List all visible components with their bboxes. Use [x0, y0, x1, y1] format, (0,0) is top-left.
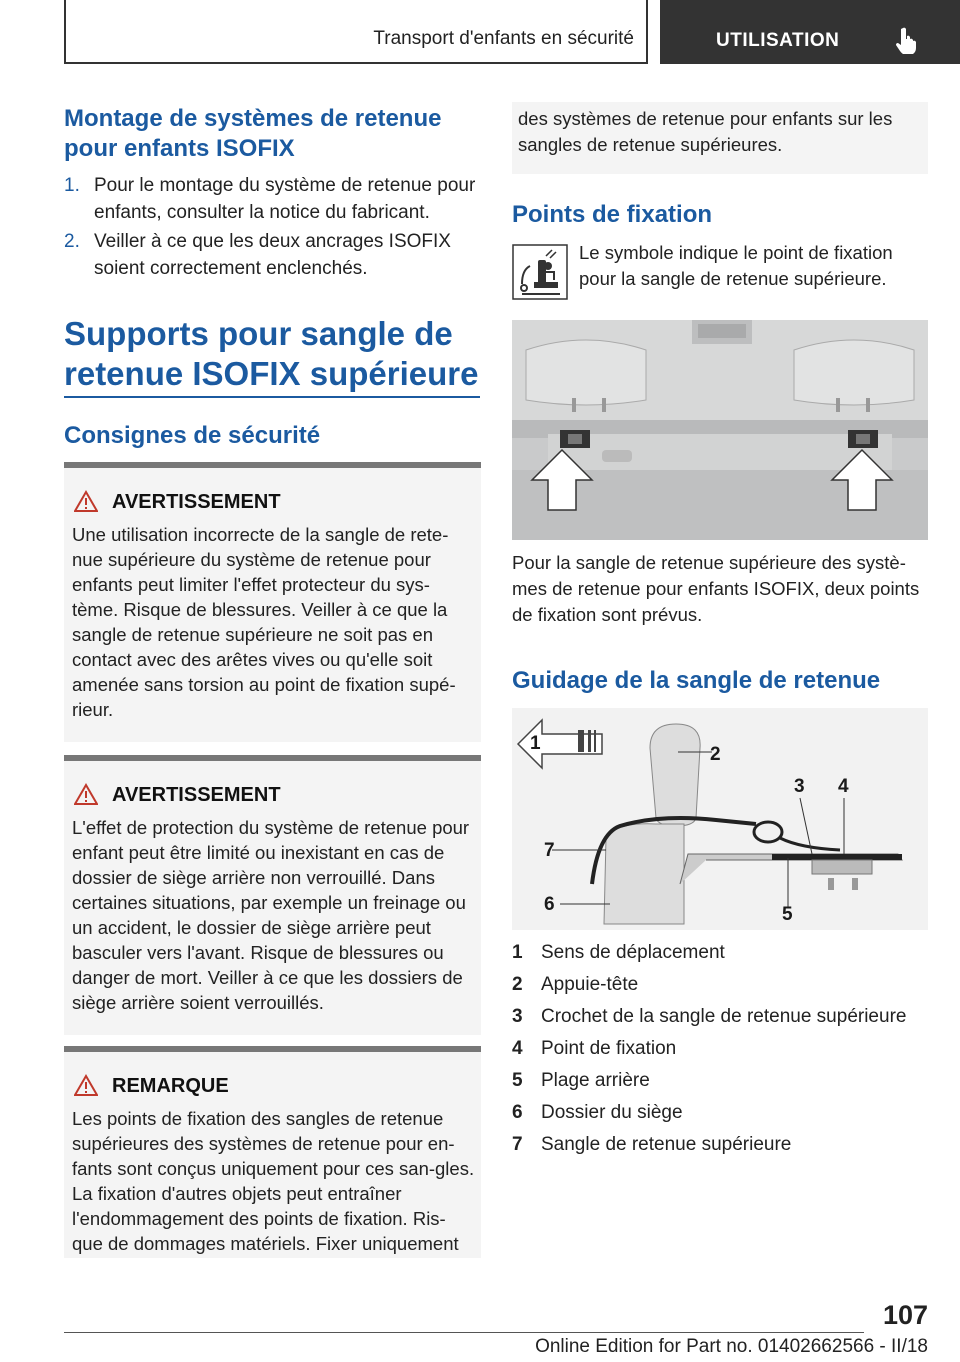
remarque-text: Les points de fixation des sangles de retenue supérieures des systèmes de retenue pour en-fants sont conçus uniquement pour ces san-gles. La fixation d'autres objets peut entraîner l'endommagement des points de fixation. Ris-que de dommages matériels. Fixer uniquement — [72, 1108, 475, 1254]
footer-divider — [64, 1332, 864, 1333]
legend-number: 3 — [512, 1006, 523, 1027]
legend-text: Sens de déplacement — [541, 942, 725, 963]
continuation-text: des systèmes de retenue pour enfants sur les sangles de retenue supérieures. — [518, 108, 893, 155]
diagram-label-6: 6 — [544, 894, 555, 915]
symbol-description: Le symbole indique le point de fixation pour la sangle de retenue supérieure. — [579, 242, 893, 289]
diagram-label-4: 4 — [838, 776, 849, 797]
warning-box-1 — [64, 462, 481, 742]
warning-box-2 — [64, 755, 481, 1035]
anchor-points-photo — [512, 320, 928, 540]
step-text: Veiller à ce que les deux ancrages ISOFIX soient correctement enclenchés. — [94, 231, 451, 279]
strap-guidance-diagram — [512, 708, 928, 930]
legend-text: Plage arrière — [541, 1070, 650, 1091]
diagram-label-3: 3 — [794, 776, 805, 797]
warning-triangle-icon — [74, 490, 98, 512]
legend-number: 7 — [512, 1134, 523, 1155]
diagram-drawing — [512, 708, 928, 930]
legend-number: 5 — [512, 1070, 523, 1091]
legend-number: 1 — [512, 942, 523, 963]
box-top-bar — [64, 755, 481, 761]
heading-underline — [64, 396, 480, 398]
header-chapter-tab[interactable] — [660, 0, 960, 64]
diagram-label-2: 2 — [710, 744, 721, 765]
warning-text: Une utilisation incorrecte de la sangle de rete-nue supérieure du système de retenue pour enfants peut limiter l'effet protecteur du sys-tème. Risque de blessures. Veiller à ce que la sangle de retenue supérieure ne soit pas en contact avec des arêtes vives ou qu'elle soit amenée sans torsion au point de fixation supé-rieur. — [72, 524, 456, 720]
legend-text: Dossier du siège — [541, 1102, 683, 1123]
step-text: Pour le montage du système de retenue pour enfants, consulter la notice du fabricant. — [94, 175, 476, 223]
legend-text: Sangle de retenue supérieure — [541, 1134, 792, 1155]
warning-title: AVERTISSEMENT — [112, 491, 281, 513]
step-number: 2. — [64, 231, 80, 252]
continuation-box — [512, 102, 928, 174]
legend-text: Point de fixation — [541, 1038, 677, 1059]
box-top-bar — [64, 1046, 481, 1052]
warning-triangle-icon — [74, 1074, 98, 1096]
warning-text: L'effet de protection du système de retenue pour enfant peut être limité ou inexistant en cas de dossier de siège arrière non verrouillé. Dans certaines situations, par exemple un freinage ou un accident, le dossier de siège arrière peut basculer vers l'avant. Risque de blessures ou danger de mort. Veiller à ce que les dossiers de siège arrière soient verrouillés. — [72, 817, 470, 1013]
child-seat-anchor-symbol-icon — [512, 244, 568, 300]
step-number: 1. — [64, 175, 80, 196]
hand-pointer-icon — [894, 26, 920, 54]
warning-title: AVERTISSEMENT — [112, 784, 281, 806]
page-number: 107 — [882, 1300, 928, 1330]
remarque-title: REMARQUE — [112, 1075, 229, 1097]
points-paragraph: Pour la sangle de retenue supérieure des systè-mes de retenue pour enfants ISOFIX, deux points de fixation sont prévus. — [512, 552, 920, 625]
diagram-label-5: 5 — [782, 904, 793, 925]
points-heading: Points de fixation — [512, 201, 713, 228]
legend-number: 2 — [512, 974, 523, 995]
header-section-title: Transport d'enfants en sécurité — [373, 28, 634, 49]
footer-edition: Online Edition for Part no. 01402662566 - II/18 — [535, 1336, 928, 1357]
step-2 — [64, 228, 484, 282]
safety-heading: Consignes de sécurité — [64, 422, 321, 449]
header-chapter-label: UTILISATION — [716, 30, 840, 51]
legend-text: Crochet de la sangle de retenue supérieure — [541, 1006, 907, 1027]
warning-triangle-icon — [74, 783, 98, 805]
isofix-heading: Montage de systèmes de retenue pour enfants ISOFIX — [64, 105, 442, 162]
diagram-label-7: 7 — [544, 840, 555, 861]
guidage-heading: Guidage de la sangle de retenue — [512, 667, 881, 694]
legend-number: 4 — [512, 1038, 523, 1059]
legend-text: Appuie-tête — [541, 974, 639, 995]
remarque-box — [64, 1046, 481, 1258]
box-top-bar — [64, 462, 481, 468]
step-1 — [64, 172, 484, 226]
legend-number: 6 — [512, 1102, 523, 1123]
diagram-label-1: 1 — [530, 733, 541, 754]
supports-heading: Supports pour sangle de retenue ISOFIX supérieure — [64, 315, 479, 392]
